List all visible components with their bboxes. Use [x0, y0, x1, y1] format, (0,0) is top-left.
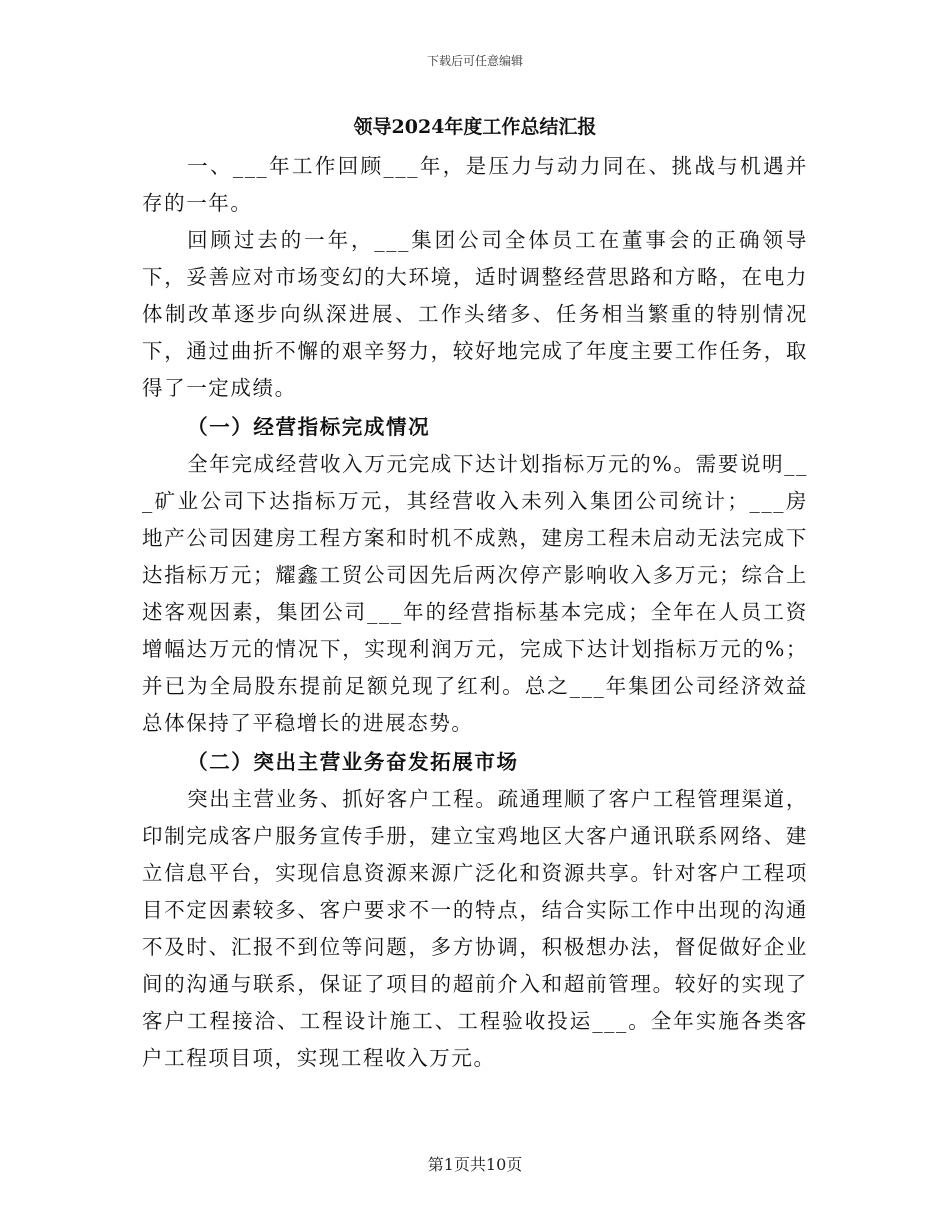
paragraph-looking-back: 回顾过去的一年，___集团公司全体员工在董事会的正确领导下，妥善应对市场变幻的大环境，适时调整经营思路和方略，在电力体制改革逐步向纵深进展、工作头绪多、任务相当繁重的特别情况下，通过曲折不懈的艰辛努力，较好地完成了年度主要工作任务，取得了一定成绩。 [142, 228, 808, 400]
paragraph-year-review: 一、___年工作回顾___年，是压力与动力同在、挑战与机遇并存的一年。 [142, 154, 808, 215]
page-header-note: 下载后可任意编辑 [426, 54, 523, 68]
page-number: 第1页共10页 [427, 1155, 523, 1174]
document-body [142, 148, 808, 1077]
section-heading-operating-indicators: （一）经营指标完成情况 [187, 415, 431, 439]
section-heading-main-business: （二）突出主营业务奋发拓展市场 [187, 750, 519, 774]
paragraph-operating-indicators: 全年完成经营收入万元完成下达计划指标万元的%。需要说明___矿业公司下达指标万元，其经营收入未列入集团公司统计；___房地产公司因建房工程方案和时机不成熟，建房工程未启动无法完成下达指标万元；耀鑫工贸公司因先后两次停产影响收入多万元；综合上述客观因素，集团公司___年的经营指标基本完成；全年在人员工资增幅达万元的情况下，实现利润万元，完成下达计划指标万元的%；并已为全局股东提前足额兑现了红利。总之___年集团公司经济效益总体保持了平稳增长的进展态势。 [142, 452, 808, 735]
document-title: 领导2024年度工作总结汇报 [353, 116, 597, 138]
paragraph-main-business: 突出主营业务、抓好客户工程。疏通理顺了客户工程管理渠道，印制完成客户服务宣传手册，建立宝鸡地区大客户通讯联系网络、建立信息平台，实现信息资源来源广泛化和资源共享。针对客户工程项目不定因素较多、客户要求不一的特点，结合实际工作中出现的沟通不及时、汇报不到位等问题，多方协调，积极想办法，督促做好企业间的沟通与联系，保证了项目的超前介入和超前管理。较好的实现了客户工程接洽、工程设计施工、工程验收投运___。全年实施各类客户工程项目项，实现工程收入万元。 [142, 787, 808, 1070]
